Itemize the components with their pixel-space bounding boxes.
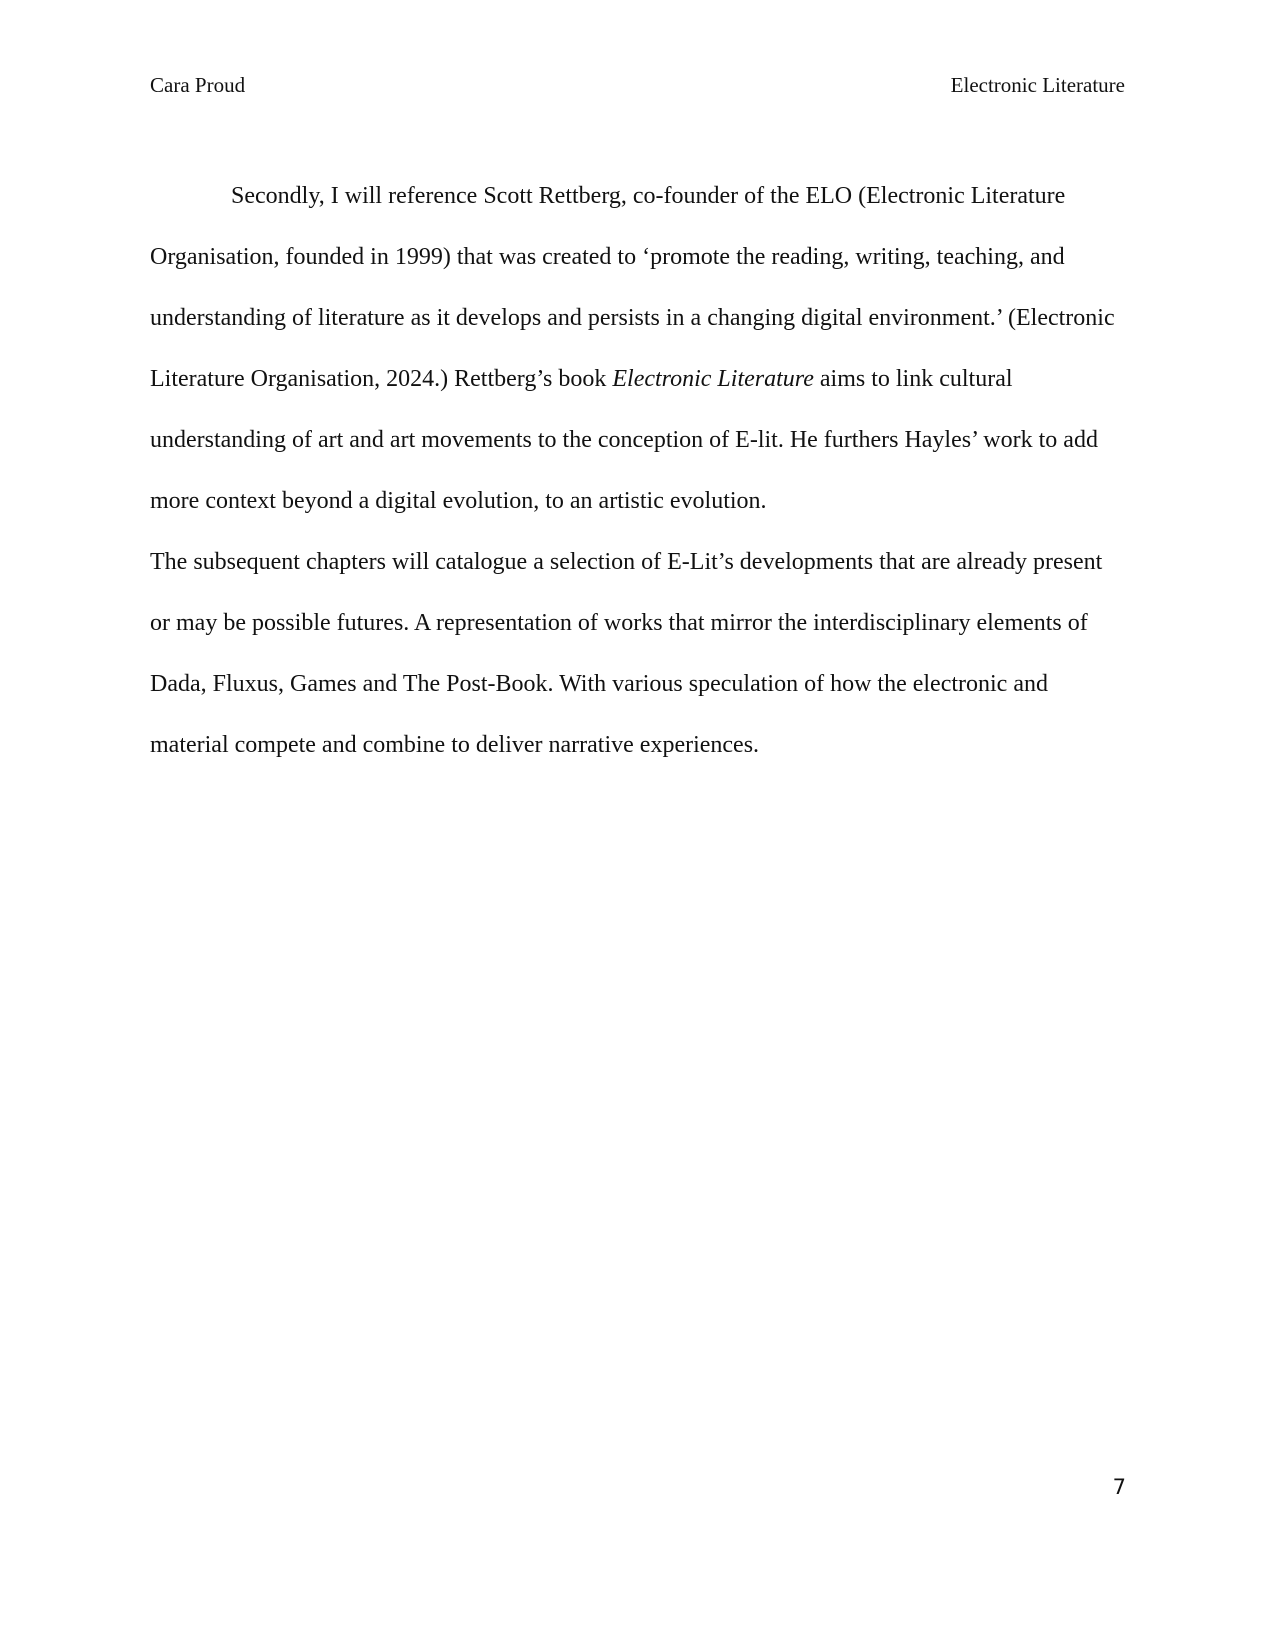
paragraph-2: The subsequent chapters will catalogue a selection of E-Lit’s developments that are already present or may be possible futures. A representation of works that mirror the interdisciplinary elements of Dada, Fluxus, Games and The Post-Book. With various speculation of how the electronic and material compete and combine to deliver narrative experiences. [150,549,1103,758]
book-title-italic: Electronic Literature [612,366,814,392]
paragraph-1-text-a: Secondly, I will reference Scott Rettberg, co-founder of the ELO (Electronic Literature Organisation, founded in 1999) that was created to ‘promote the reading, writing, teaching, and understanding of literature as it develops and persists in a changing digital environment.’ (Electronic Literature Organisation, 2024.) Rettberg’s book [150,183,1115,392]
page-number: 7 [1112,1475,1126,1499]
body-text [150,166,1125,776]
paragraph-1-text-b: aims to link cultural understanding of art and art movements to the conception of E-lit. He furthers Hayles’ work to add more context beyond a digital evolution, to an artistic evolution. [150,366,1098,514]
paragraph-1 [150,166,1125,532]
header-title: Electronic Literature [950,73,1125,97]
header-author: Cara Proud [150,73,246,97]
page-header [150,72,1125,98]
